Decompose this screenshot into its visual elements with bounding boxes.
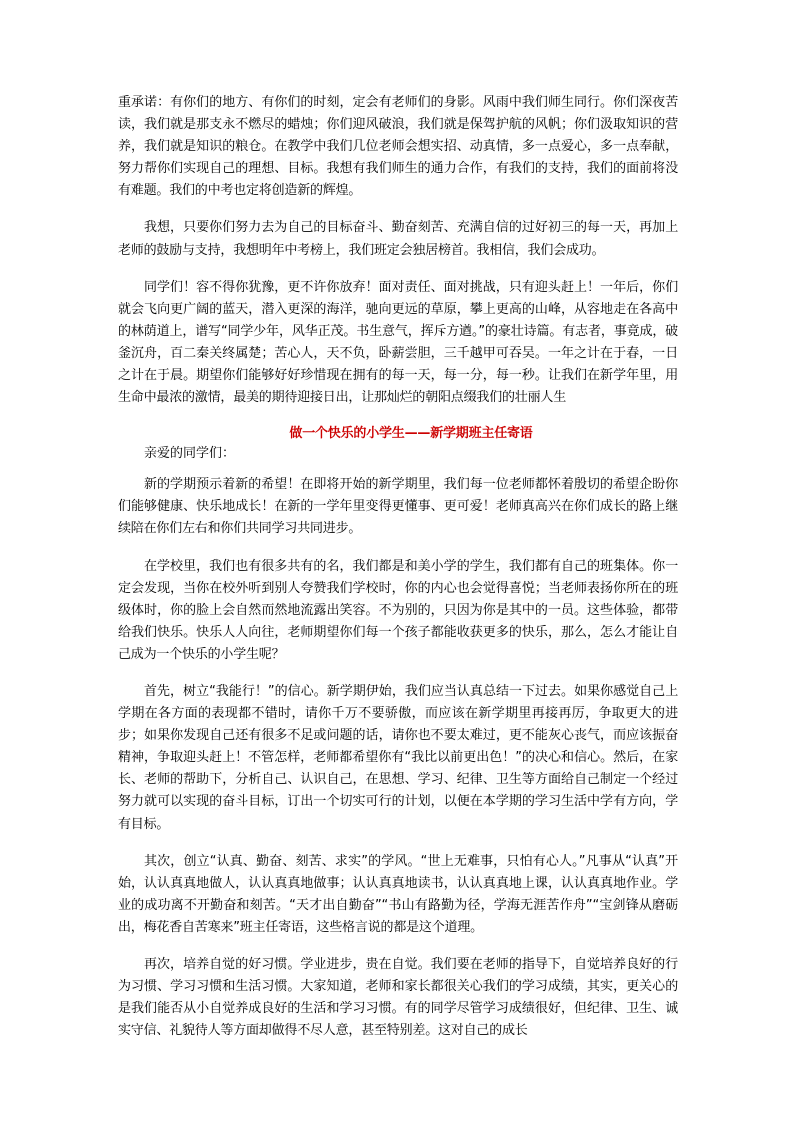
body-paragraph: 其次，创立“认真、勤奋、刻苦、求实”的学风。“世上无难事，只怕有心人。”凡事从“认真”开始，认认真真地做人，认认真真地做事；认认真真地读书，认认真真地上课，认认真真地作业。学业的成功离不开勤奋和刻苦。“天才出自勤奋”“书山有路勤为径，学海无涯苦作舟”“宝剑锋从磨砺出，梅花香自苦寒来”班主任寄语，这些格言说的都是这个道理。 <box>118 853 678 935</box>
body-paragraph: 我想，只要你们努力去为自己的目标奋斗、勤奋刻苦、充满自信的过好初三的每一天，再加上老师的鼓励与支持，我想明年中考榜上，我们班定会独居榜首。我相信，我们会成功。 <box>118 220 678 258</box>
document-page <box>118 92 678 1042</box>
section-gap <box>118 409 678 424</box>
body-paragraph: 在学校里，我们也有很多共有的名，我们都是和美小学的学生，我们都有自己的班集体。你一定会发现，当你在校外听到别人夸赞我们学校时，你的内心也会觉得喜悦；当老师表扬你所在的班级体时，你的脸上会自然而然地流露出笑容。不为别的，只因为你是其中的一员。这些体验，都带给我们快乐。快乐人人向往，老师期望你们每一个孩子都能收获更多的快乐，那么，怎么才能让自己成为一个快乐的小学生呢？ <box>118 558 678 662</box>
paragraph-gap <box>118 666 678 681</box>
paragraph-gap <box>118 836 678 851</box>
paragraph-gap <box>118 939 678 954</box>
paragraph-gap <box>118 262 678 277</box>
paragraph-gap <box>118 464 678 474</box>
section-title: 做一个快乐的小学生——新学期班主任寄语 <box>289 426 533 442</box>
body-paragraph: 同学们！容不得你犹豫，更不许你放弃！面对责任、面对挑战，只有迎头赶上！一年后，你们就会飞向更广阔的蓝天，潜入更深的海洋，驰向更远的草原，攀上更高的山峰，从容地走在各高中的林荫道上，谱写“同学少年，风华正茂。书生意气，挥斥方遒。”的豪壮诗篇。有志者，事竟成，破釜沉舟，百二秦关终属楚；苦心人，天不负，卧薪尝胆，三千越甲可吞吴。一年之计在于春，一日之计在于晨。期望你们能够好好珍惜现在拥有的每一天，每一分，每一秒。让我们在新学年里，用生命中最浓的激情，最美的期待迎接日出，让那灿烂的朝阳点缀我们的壮丽人生 <box>118 279 678 406</box>
salutation: 亲爱的同学们： <box>144 446 236 462</box>
body-paragraph: 重承诺：有你们的地方、有你们的时刻，定会有老师们的身影。风雨中我们师生同行。你们深夜苦读，我们就是那支永不燃尽的蜡烛；你们迎风破浪，我们就是保驾护航的风帆；你们汲取知识的营养，我们就是知识的粮仓。在教学中我们几位老师会想实招、动真情，多一点爱心，多一点奉献，努力帮你们实现自己的理想、目标。我想有我们师生的通力合作，有我们的支持，我们的面前将没有难题。我们的中考也定将创造新的辉煌。 <box>118 95 678 199</box>
paragraph-gap <box>118 541 678 556</box>
paragraph-gap <box>118 202 678 217</box>
body-paragraph: 再次，培养自觉的好习惯。学业进步，贵在自觉。我们要在老师的指导下，自觉培养良好的行为习惯、学习习惯和生活习惯。大家知道，老师和家长都很关心我们的学习成绩，其实，更关心的是我们能否从小自觉养成良好的生活和学习习惯。有的同学尽管学习成绩很好，但纪律、卫生、诚实守信、礼貌待人等方面却做得不尽人意，甚至特别差。这对自己的成长 <box>118 957 678 1039</box>
body-paragraph: 首先，树立“我能行！”的信心。新学期伊始，我们应当认真总结一下过去。如果你感觉自己上学期在各方面的表现都不错时，请你千万不要骄傲，而应该在新学期里再接再厉，争取更大的进步；如果你发现自己还有很多不足或问题的话，请你也不要太难过，更不能灰心丧气，而应该振奋精神，争取迎头赶上！不管怎样，老师都希望你有“我比以前更出色！”的决心和信心。然后，在家长、老师的帮助下，分析自己、认识自己，在思想、学习、纪律、卫生等方面给自己制定一个经过努力就可以实现的奋斗目标，订出一个切实可行的计划，以便在本学期的学习生活中学有方向，学有目标。 <box>118 683 678 832</box>
body-paragraph: 新的学期预示着新的希望！在即将开始的新学期里，我们每一位老师都怀着殷切的希望企盼你们能够健康、快乐地成长！在新的一学年里变得更懂事、更可爱！老师真高兴在你们成长的路上继续陪在你们左右和你们共同学习共同进步。 <box>118 477 678 537</box>
